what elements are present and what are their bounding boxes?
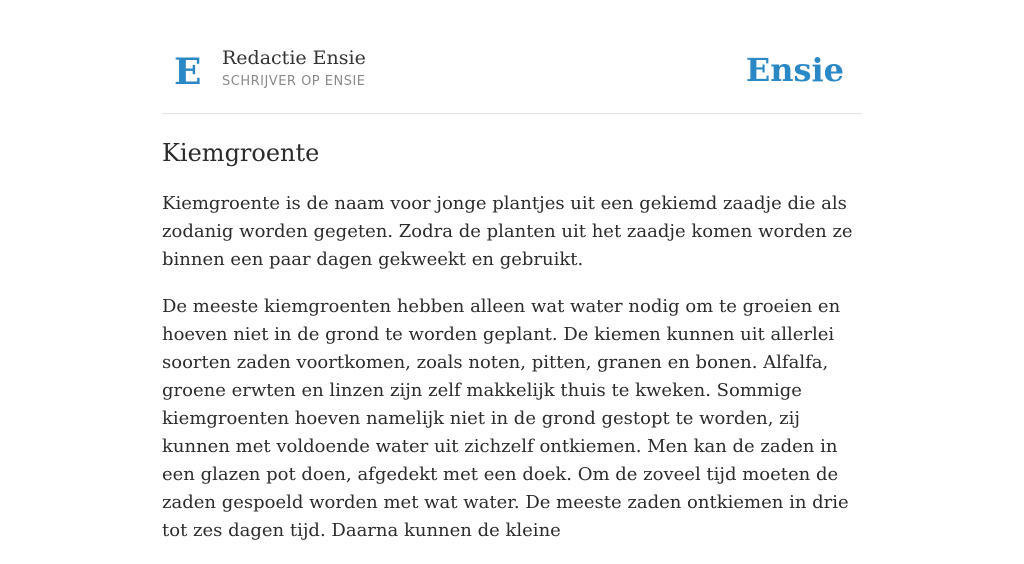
author-header [162, 40, 862, 114]
article-title: Kiemgroente [162, 139, 320, 167]
author-role: SCHRIJVER OP ENSIE [222, 74, 366, 89]
article-paragraph: Kiemgroente is de naam voor jonge plantjes uit een gekiemd zaadje die als zodanig worden gegeten. Zodra de planten uit het zaadje komen worden ze binnen een paar dagen gekweekt en gebruikt. [162, 193, 853, 270]
ensie-logo[interactable]: Ensie [745, 51, 844, 89]
article-body [162, 190, 872, 564]
author-avatar[interactable]: E [174, 51, 202, 93]
article-paragraph: De meeste kiemgroenten hebben alleen wat water nodig om te groeien en hoeven niet in de grond te worden geplant. De kiemen kunnen uit allerlei soorten zaden voortkomen, zoals noten, pitten, granen en bonen. Alfalfa, groene erwten en linzen zijn zelf makkelijk thuis te kweken. Sommige kiemgroenten hoeven namelijk niet in de grond gestopt te worden, zij kunnen met voldoende water uit zichzelf ontkiemen. Men kan de zaden in een glazen pot doen, afgedekt met een doek. Om de zoveel tijd moeten de zaden gespoeld worden met wat water. De meeste zaden ontkiemen in drie tot zes dagen tijd. Daarna kunnen de kleine [162, 296, 849, 541]
author-name[interactable]: Redactie Ensie [222, 47, 366, 69]
